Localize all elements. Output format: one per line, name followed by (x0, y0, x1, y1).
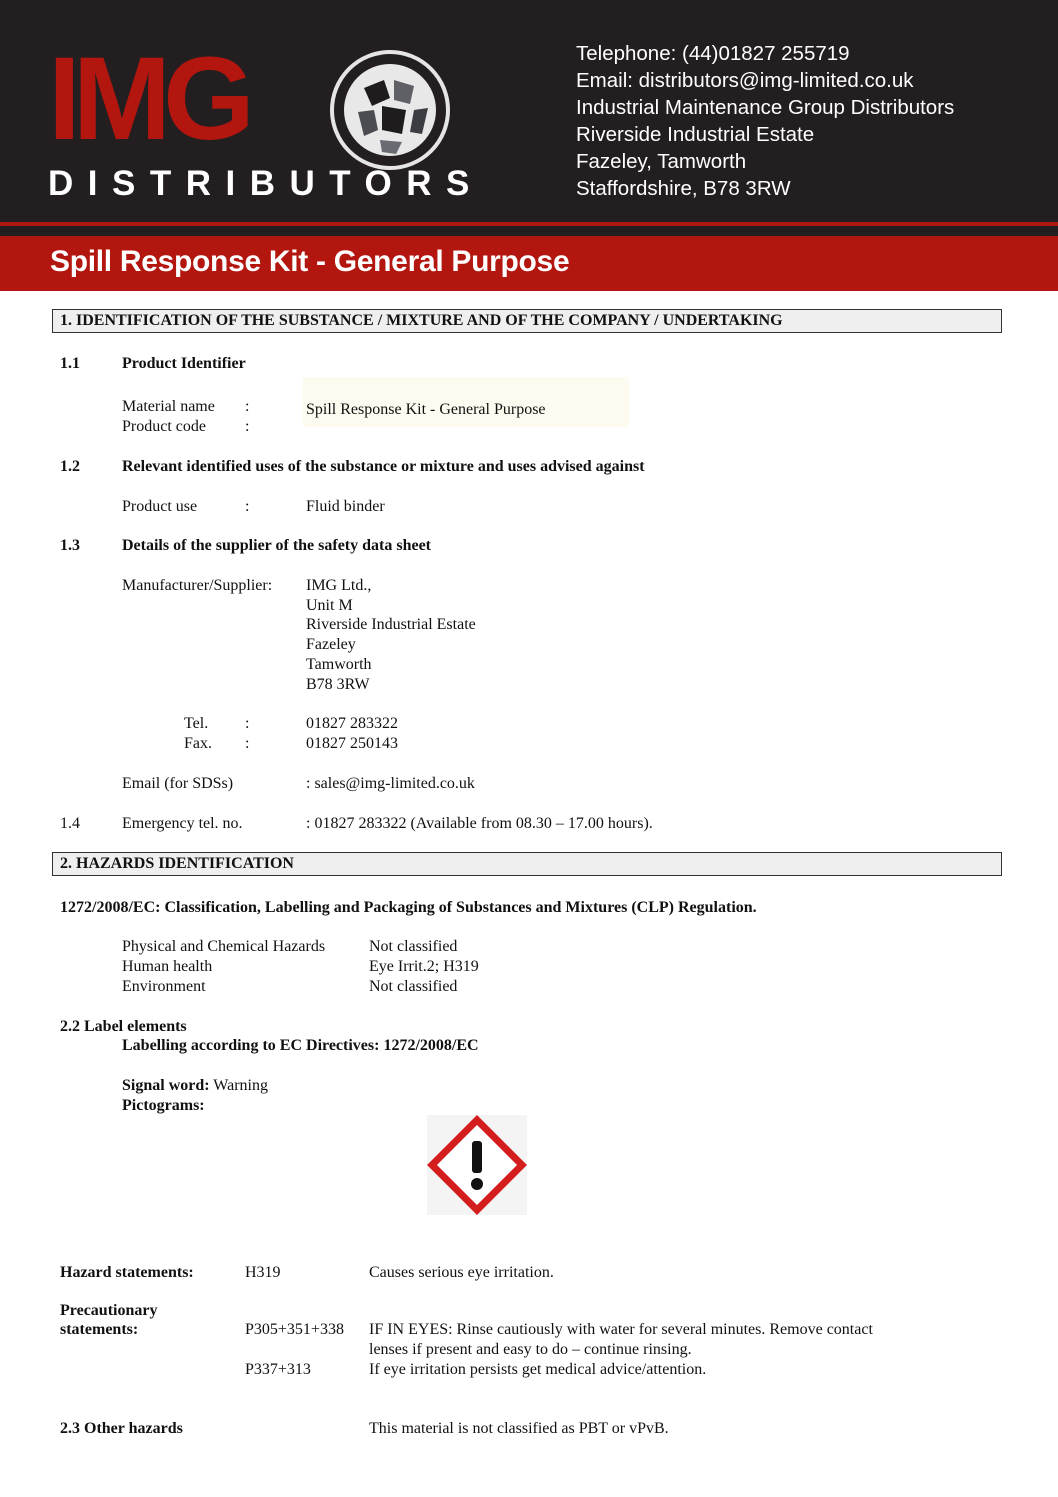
colon: : (245, 418, 250, 435)
page-header (0, 0, 1058, 222)
hazard-code: H319 (245, 1264, 281, 1281)
product-use-value: Fluid binder (306, 498, 385, 515)
labelling-text: Labelling according to EC Directives: 1272/2008/EC (122, 1037, 479, 1054)
other-hazards-value: This material is not classified as PBT or vPvB. (369, 1420, 669, 1437)
tel-label: Tel. (184, 715, 209, 732)
logo-text: IMG (48, 33, 247, 165)
colon: : (245, 498, 250, 515)
supplier-address-line: Fazeley (306, 636, 356, 653)
fax-label: Fax. (184, 735, 212, 752)
section-label: Relevant identified uses of the substance or mixture and uses advised against (122, 458, 645, 475)
precautionary-label: statements: (60, 1321, 139, 1338)
supplier-address-line: Tamworth (306, 656, 372, 673)
supplier-address-line: IMG Ltd., (306, 577, 372, 594)
label-elements-heading: 2.2 Label elements (60, 1018, 187, 1035)
section-number: 1.2 (60, 458, 80, 475)
classification-value: Not classified (369, 978, 458, 995)
section-number: 1.4 (60, 815, 80, 832)
section-1-heading-box (52, 309, 1002, 333)
pictogram (427, 1115, 527, 1215)
precaution-text: If eye irritation persists get medical advice/attention. (369, 1361, 707, 1378)
page-title: Spill Response Kit - General Purpose (50, 245, 570, 278)
classification-label: Environment (122, 978, 206, 995)
email-label: Email (for SDSs) (122, 775, 234, 792)
material-name-label: Material name (122, 398, 215, 415)
signal-word (122, 1076, 268, 1096)
product-code-label: Product code (122, 418, 206, 435)
email-value: : sales@img-limited.co.uk (306, 775, 475, 792)
header-divider-gap (0, 226, 1058, 236)
contact-company: Industrial Maintenance Group Distributors (576, 96, 955, 119)
classification-label: Physical and Chemical Hazards (122, 938, 326, 955)
material-name-value: Spill Response Kit - General Purpose (306, 401, 546, 418)
contact-block (576, 40, 954, 202)
section-2-heading: 2. HAZARDS IDENTIFICATION (60, 855, 294, 872)
section-2-heading-box (52, 852, 1002, 876)
fax-value: 01827 250143 (306, 735, 398, 752)
emergency-label: Emergency tel. no. (122, 815, 243, 832)
contact-address-line: Fazeley, Tamworth (576, 150, 747, 173)
signal-word-value: Warning (213, 1077, 268, 1094)
tel-value: 01827 283322 (306, 715, 398, 732)
pictograms-label: Pictograms: (122, 1097, 205, 1114)
contact-address-line: Staffordshire, B78 3RW (576, 177, 791, 200)
supplier-label: Manufacturer/Supplier: (122, 577, 273, 594)
precaution-text: IF IN EYES: Rinse cautiously with water for several minutes. Remove contact (369, 1321, 873, 1338)
classification-label: Human health (122, 958, 213, 975)
colon: : (245, 715, 250, 732)
section-1-heading: 1. IDENTIFICATION OF THE SUBSTANCE / MIXTURE AND OF THE COMPANY / UNDERTAKING (60, 312, 783, 329)
supplier-address-line: B78 3RW (306, 676, 370, 693)
hazard-text: Causes serious eye irritation. (369, 1264, 554, 1281)
supplier-address-line: Riverside Industrial Estate (306, 616, 476, 633)
product-use-label: Product use (122, 498, 198, 515)
section-number: 1.3 (60, 537, 80, 554)
colon: : (245, 735, 250, 752)
title-bar (0, 236, 1058, 291)
logo-globe-icon (330, 50, 450, 170)
classification-value: Not classified (369, 938, 458, 955)
hazard-statements-label: Hazard statements: (60, 1264, 194, 1281)
other-hazards-label: 2.3 Other hazards (60, 1420, 183, 1437)
logo-subtitle: DISTRIBUTORS (48, 164, 484, 203)
regulation-heading: 1272/2008/EC: Classification, Labelling and Packaging of Substances and Mixtures (CLP) Regulation. (60, 899, 757, 916)
exclamation-mark-diamond-icon (427, 1115, 527, 1215)
signal-word-label: Signal word: (122, 1077, 210, 1094)
colon: : (245, 398, 250, 415)
contact-telephone: Telephone: (44)01827 255719 (576, 42, 850, 65)
section-label: Details of the supplier of the safety data sheet (122, 537, 432, 554)
precaution-code: P337+313 (245, 1361, 311, 1378)
precaution-code: P305+351+338 (245, 1321, 344, 1338)
contact-email: Email: distributors@img-limited.co.uk (576, 69, 914, 92)
section-label: Product Identifier (122, 355, 246, 372)
precautionary-label: Precautionary (60, 1302, 158, 1319)
emergency-value: : 01827 283322 (Available from 08.30 – 17.00 hours). (306, 815, 653, 832)
section-number: 1.1 (60, 355, 80, 372)
classification-value: Eye Irrit.2; H319 (369, 958, 479, 975)
supplier-address-line: Unit M (306, 597, 353, 614)
contact-address-line: Riverside Industrial Estate (576, 123, 815, 146)
precaution-text: lenses if present and easy to do – continue rinsing. (369, 1341, 692, 1358)
